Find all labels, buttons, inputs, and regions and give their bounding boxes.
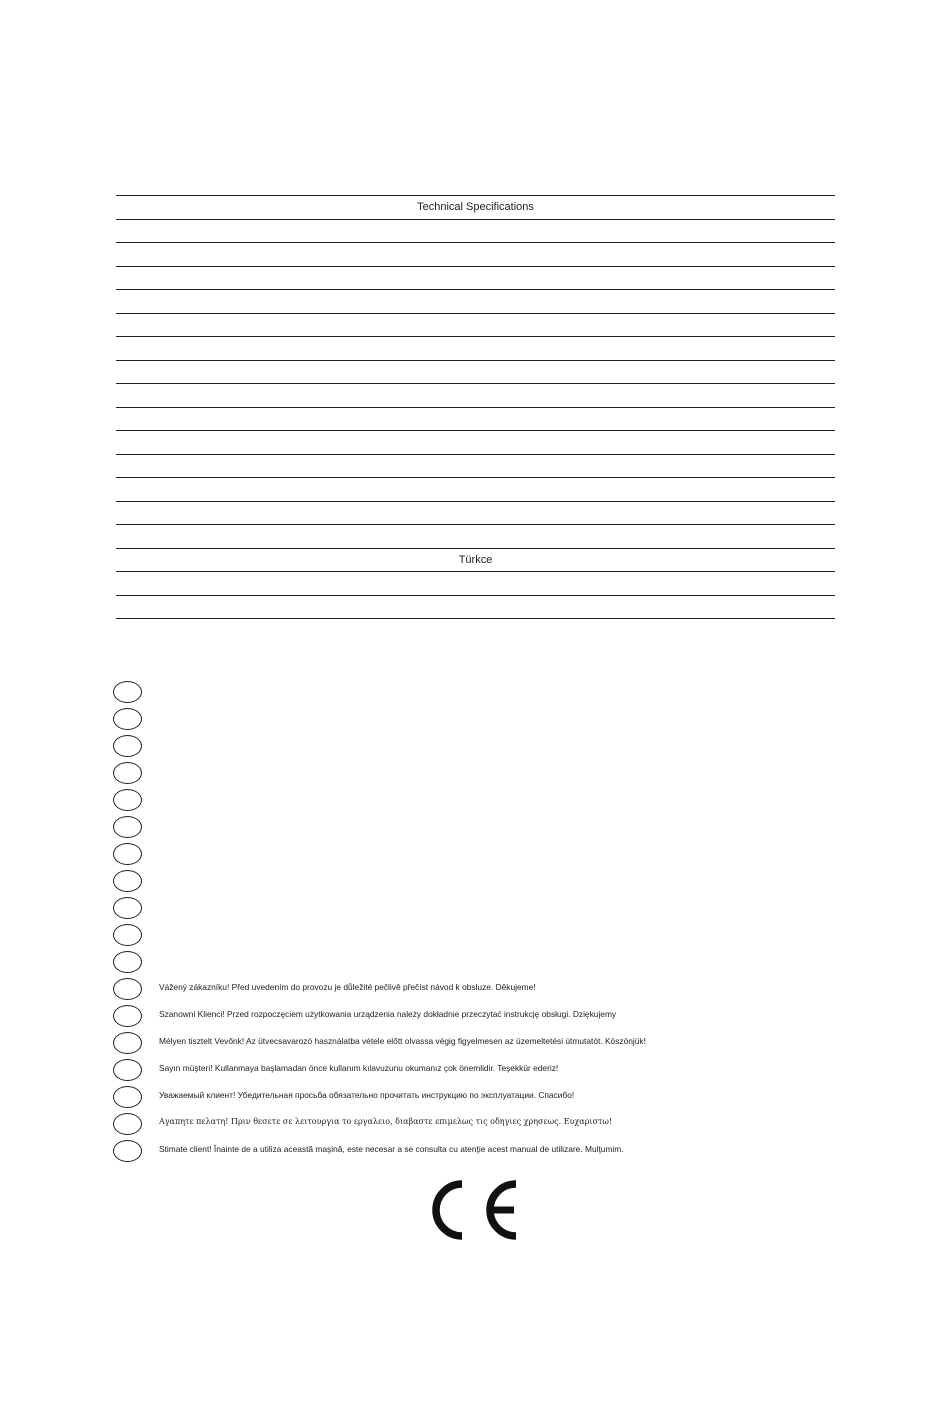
language-oval (113, 897, 142, 919)
notice-greek: Αγαπητε πελατη! Πριν θεσετε σε λειτουργια το εργαλειο, διαβαστε επιμελως τις οδηγιες χρησεως. Ευχαριστω! (159, 1117, 613, 1126)
table-row (116, 548, 835, 572)
table-row (116, 242, 835, 266)
language-oval (113, 816, 142, 838)
language-oval (113, 708, 142, 730)
table-row (116, 289, 835, 313)
table-row (116, 336, 835, 360)
language-oval (113, 1005, 142, 1027)
notice-russian: Уважаемый клиент! Убедительная просьба обязательно прочитать инструкцию по эксплуатации. Спасибо! (159, 1090, 575, 1100)
table-row (116, 477, 835, 501)
notice-polish: Szanowni Klienci! Przed rozpoczęciem użytkowania urządzenia należy dokładnie przeczytać instrukcję obsługi. Dziękujemy (159, 1009, 617, 1019)
table-row (116, 501, 835, 525)
table-row (116, 571, 835, 595)
language-oval (113, 870, 142, 892)
language-oval (113, 951, 142, 973)
language-oval (113, 1059, 142, 1081)
ce-mark-icon (432, 1178, 520, 1242)
language-index-table (116, 195, 835, 619)
table-row (116, 219, 835, 243)
language-oval (113, 1113, 142, 1135)
language-oval (113, 789, 142, 811)
language-oval (113, 1032, 142, 1054)
notice-czech: Vážený zákazníku! Před uvedením do provozu je důležité pečlivě přečíst návod k obsluze. Děkujeme! (159, 982, 536, 992)
table-row (116, 266, 835, 290)
language-oval (113, 978, 142, 1000)
table-row (116, 595, 835, 620)
language-oval (113, 762, 142, 784)
notice-hungarian: Mélyen tisztelt Vevőnk! Az ütvecsavarozó használatba vétele előtt olvassa végig figyelmesen az üzemeltetési útmutatót. Köszönjük! (159, 1036, 646, 1046)
notice-romanian: Stimate client! Înainte de a utiliza această maşină, este necesar a se consulta cu atenţie acest manual de utilizare. Mulţumim. (159, 1144, 624, 1154)
language-oval (113, 924, 142, 946)
language-oval (113, 843, 142, 865)
language-oval (113, 1140, 142, 1162)
table-cell: Technical Specifications (417, 201, 534, 214)
table-row (116, 407, 835, 431)
language-oval (113, 1086, 142, 1108)
table-row (116, 430, 835, 454)
table-row (116, 313, 835, 337)
table-row (116, 454, 835, 478)
table-row (116, 360, 835, 384)
table-row (116, 383, 835, 407)
language-oval (113, 735, 142, 757)
table-cell: Türkce (458, 553, 493, 566)
table-row (116, 524, 835, 548)
notice-turkish: Sayın müşteri! Kullanmaya başlamadan önce kullanım kılavuzunu okumanız çok önemlidir. Teşekkür ederiz! (159, 1063, 559, 1073)
language-oval (113, 681, 142, 703)
table-row (116, 195, 835, 219)
